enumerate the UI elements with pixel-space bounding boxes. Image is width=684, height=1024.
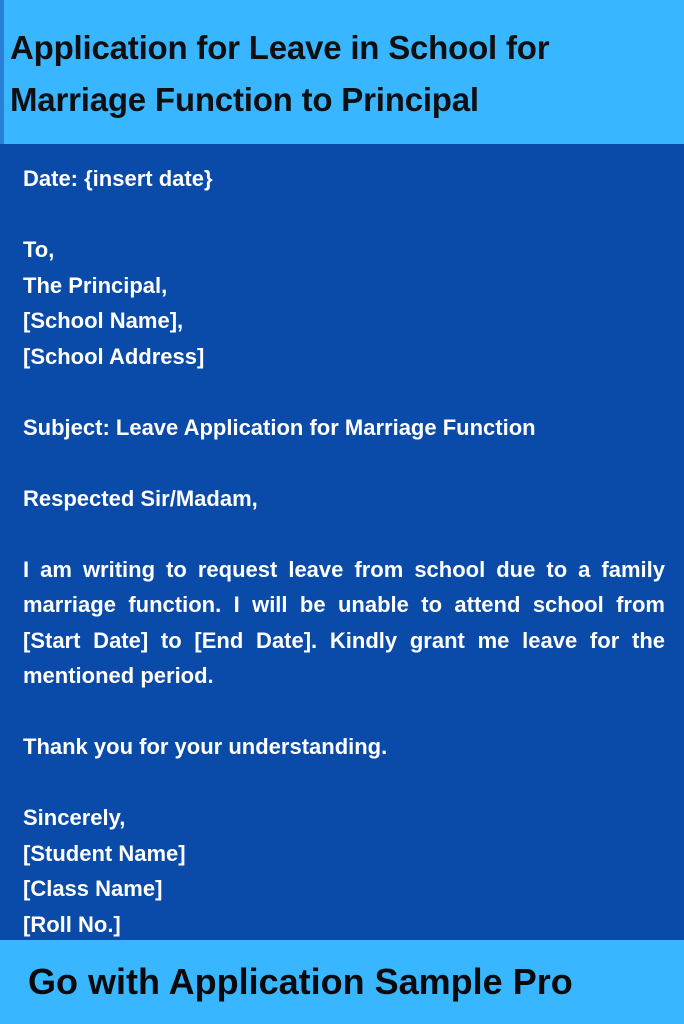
- letter-to: To,: [23, 237, 55, 262]
- letter-class-name: [Class Name]: [23, 876, 163, 901]
- letter-salutation: Respected Sir/Madam,: [23, 485, 258, 511]
- footer-text: Go with Application Sample Pro: [28, 961, 573, 1002]
- letter-body: [23, 161, 665, 942]
- letter-recipient: The Principal,: [23, 272, 168, 298]
- blank-line: [23, 516, 665, 552]
- blank-line: [23, 694, 665, 730]
- letter-roll-no: [Roll No.]: [23, 911, 121, 937]
- letter-subject: Subject: Leave Application for Marriage Function: [23, 414, 536, 440]
- blank-line: [23, 765, 665, 801]
- blank-line: [23, 374, 665, 410]
- letter-school-name: [School Name],: [23, 308, 184, 333]
- letter-closing: Sincerely,: [23, 805, 126, 830]
- letter-student-name: [Student Name]: [23, 840, 186, 866]
- blank-line: [23, 445, 665, 481]
- letter-paragraph: I am writing to request leave from school due to a family marriage function. I will be unable to attend school from [Start Date] to [End Date]. Kindly grant me leave for the mentioned period.: [23, 556, 665, 688]
- letter-thanks: Thank you for your understanding.: [23, 734, 388, 759]
- page-title: Application for Leave in School for Marriage Function to Principal: [10, 29, 550, 118]
- header-banner: [0, 0, 684, 144]
- letter-date: Date: {insert date}: [23, 166, 213, 191]
- footer-banner: [0, 940, 684, 1024]
- letter-panel: [0, 144, 684, 940]
- blank-line: [23, 197, 665, 233]
- letter-school-address: [School Address]: [23, 343, 205, 369]
